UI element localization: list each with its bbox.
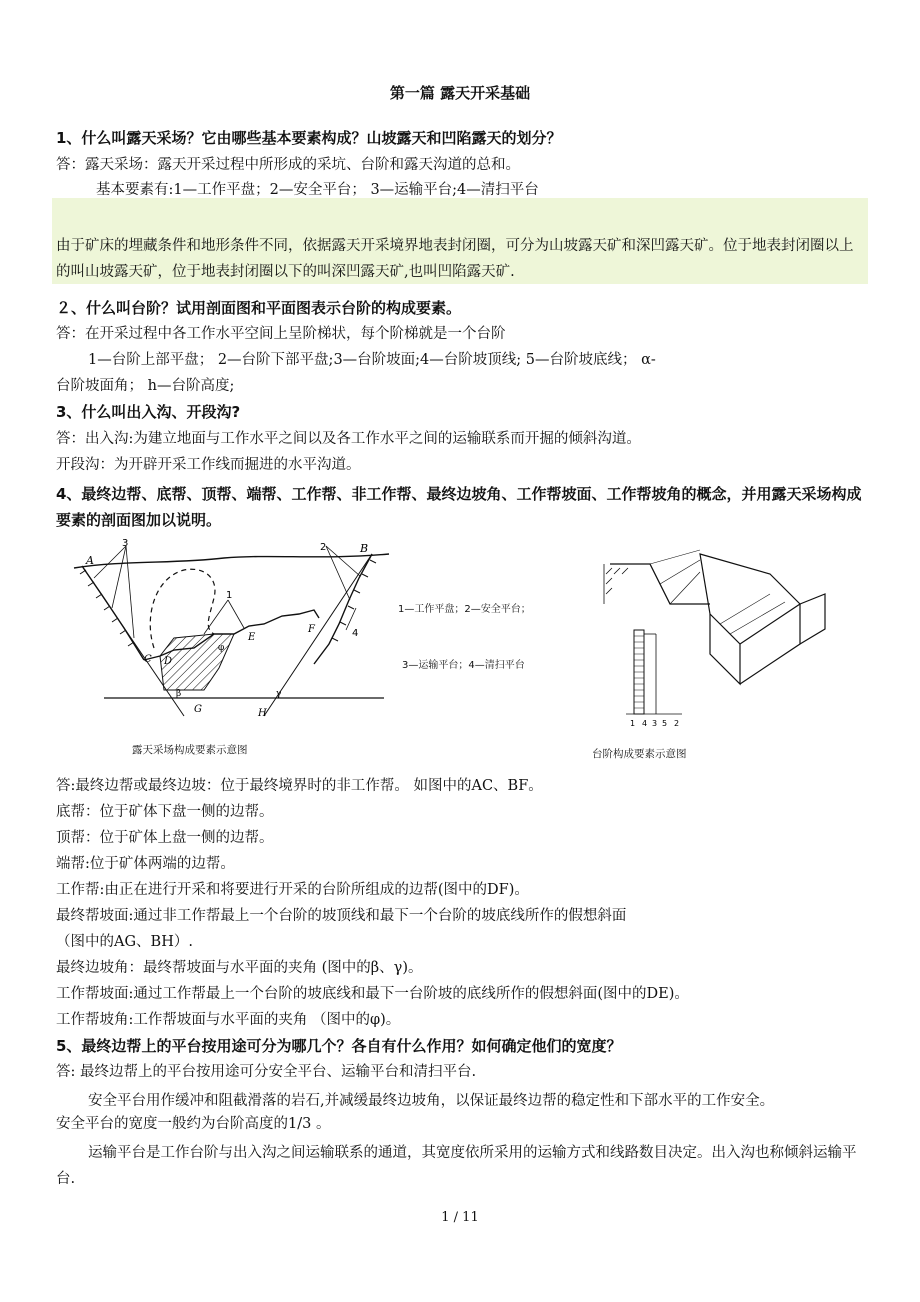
- answer-5-line-4: 运输平台是工作台阶与出入沟之间运输联系的通道，其宽度依所采用的运输方式和线路数目决定。出入沟也称倾斜运输平台.: [56, 1145, 857, 1187]
- answer-4-line-5: 工作帮:由正在进行开采和将要进行开采的台阶所组成的边帮(图中的DF)。: [56, 882, 529, 898]
- answer-4-line-10: 工作帮坡角:工作帮坡面与水平面的夹角 （图中的φ)。: [56, 1012, 401, 1028]
- answer-4-line-9: 工作帮坡面:通过工作帮最上一个台阶的坡底线和最下一台阶坡的底线所作的假想斜面(图中的DE)。: [56, 986, 689, 1002]
- label-E: E: [248, 632, 256, 643]
- label-G: G: [194, 704, 202, 715]
- answer-5-line-1: 答: 最终边帮上的平台按用途可分安全平台、运输平台和清扫平台.: [56, 1064, 477, 1080]
- answer-3-line-1: 答：出入沟:为建立地面与工作水平之间以及各工作水平之间的运输联系而开掘的倾斜沟道。: [56, 431, 641, 447]
- answer-1-line-2: 基本要素有:1—工作平盘；2—安全平台； 3—运输平台;4—清扫平台: [96, 182, 539, 198]
- label-3: 3: [122, 538, 129, 549]
- question-1: 1、什么叫露天采场？它由哪些基本要素构成？山坡露天和凹陷露天的划分？: [56, 129, 562, 147]
- step-number-2: 2: [674, 719, 680, 728]
- figure-legend-line-1: 1—工作平盘；2—安全平台；: [398, 604, 531, 615]
- question-5: 5、最终边帮上的平台按用途可分为哪几个？各自有什么作用？如何确定他们的宽度？: [56, 1037, 622, 1055]
- page-number: 1 / 11: [441, 1210, 479, 1225]
- label-H: H: [258, 708, 267, 719]
- step-number-5: 5: [662, 719, 668, 728]
- right-figure-caption: 台阶构成要素示意图: [592, 748, 687, 760]
- answer-4-line-7: （图中的AG、BH）.: [56, 934, 193, 950]
- answer-1-line-3: 由于矿床的埋藏条件和地形条件不同，依据露天开采境界地表封闭圈，可分为山坡露天矿和深凹露天矿。位于地表封闭圈以上的叫山坡露天矿，位于地表封闭圈以下的叫深凹露天矿,也叫凹陷露天矿.: [56, 238, 854, 280]
- answer-2-line-3: 台阶坡面角； h—台阶高度;: [56, 378, 235, 394]
- figure-legend-line-2: 3—运输平台；4—清扫平台: [402, 660, 525, 671]
- label-B: B: [360, 542, 369, 555]
- label-F: F: [308, 624, 315, 635]
- answer-4-line-6: 最终帮坡面:通过非工作帮最上一个台阶的坡顶线和最下一个台阶的坡底线所作的假想斜面: [56, 908, 627, 924]
- answer-4-line-3: 顶帮：位于矿体上盘一侧的边帮。: [56, 830, 274, 846]
- label-2: 2: [320, 542, 327, 553]
- answer-2-line-2: 1—台阶上部平盘； 2—台阶下部平盘;3—台阶坡面;4—台阶坡顶线; 5—台阶坡底线； α-: [88, 352, 656, 368]
- answer-3-line-2: 开段沟：为开辟开采工作线而掘进的水平沟道。: [56, 457, 361, 473]
- answer-2-line-1: 答：在开采过程中各工作水平空间上呈阶梯状，每个阶梯就是一个台阶: [56, 326, 506, 342]
- step-number-4: 4: [642, 719, 648, 728]
- label-phi: φ: [218, 643, 225, 653]
- answer-4-line-2: 底帮：位于矿体下盘一侧的边帮。: [56, 804, 274, 820]
- answer-4-line-4: 端帮:位于矿体两端的边帮。: [56, 856, 235, 872]
- label-gamma: γ: [276, 689, 282, 699]
- bench-diagram: [590, 544, 840, 744]
- question-4: 4、最终边帮、底帮、顶帮、端帮、工作帮、非工作帮、最终边坡角、工作帮坡面、工作帮坡角的概念，并用露天采场构成要素的剖面图加以说明。: [56, 485, 862, 529]
- label-D: D: [164, 656, 173, 667]
- page-title: 第一篇 露天开采基础: [389, 84, 531, 102]
- label-A: A: [86, 554, 94, 567]
- answer-5-line-3: 安全平台的宽度一般约为台阶高度的1/3 。: [56, 1116, 331, 1132]
- question-3: 3、什么叫出入沟、开段沟?: [56, 403, 241, 421]
- label-beta: β: [176, 689, 182, 699]
- answer-5-line-2: 安全平台用作缓冲和阻截滑落的岩石,并减缓最终边坡角，以保证最终边帮的稳定性和下部水平的工作安全。: [88, 1093, 775, 1109]
- left-figure-caption: 露天采场构成要素示意图: [132, 744, 248, 756]
- question-2: ２、什么叫台阶？试用剖面图和平面图表示台阶的构成要素。: [56, 299, 462, 317]
- step-number-3: 3: [652, 719, 658, 728]
- label-C: C: [144, 654, 152, 665]
- label-4: 4: [352, 628, 359, 639]
- open-pit-diagram: [64, 538, 402, 738]
- answer-4-line-1: 答:最终边帮或最终边坡：位于最终境界时的非工作帮。 如图中的AC、BF。: [56, 778, 543, 794]
- label-1: 1: [226, 590, 233, 601]
- step-number-1: 1: [630, 719, 636, 728]
- answer-1-line-1: 答：露天采场：露天开采过程中所形成的采坑、台阶和露天沟道的总和。: [56, 157, 520, 173]
- answer-4-line-8: 最终边坡角：最终帮坡面与水平面的夹角 (图中的β、γ)。: [56, 960, 423, 976]
